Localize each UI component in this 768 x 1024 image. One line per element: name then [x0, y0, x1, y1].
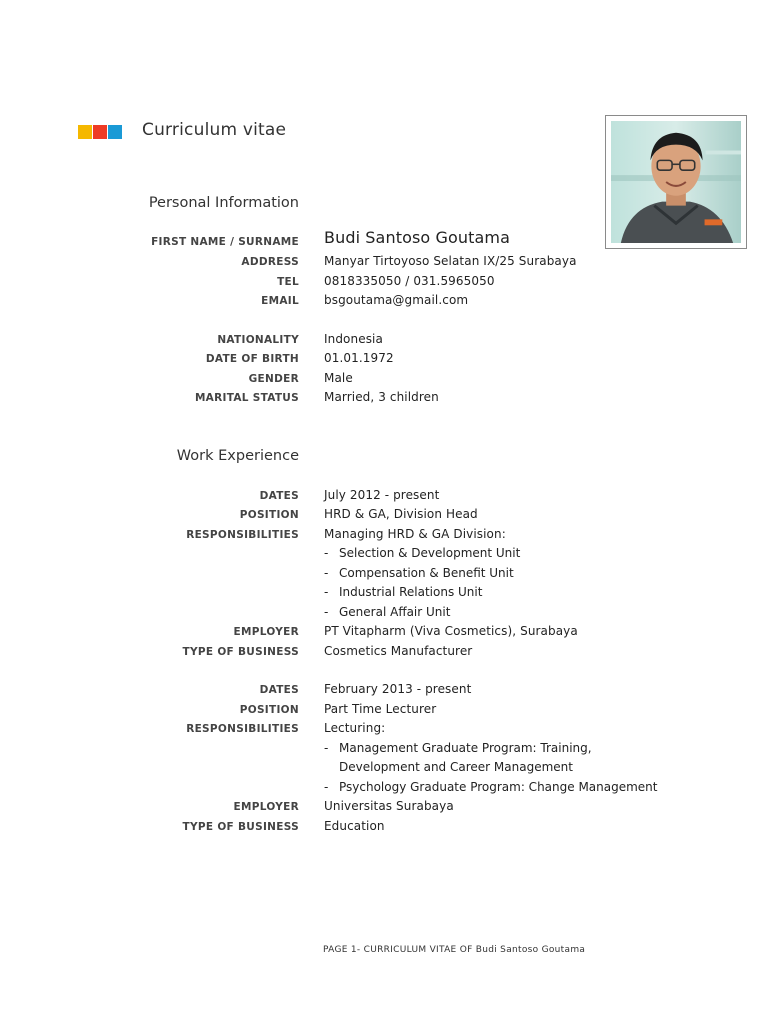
business-type-label: TYPE OF BUSINESS — [182, 646, 299, 658]
tel-value: 0818335050 / 031.5965050 — [324, 274, 495, 288]
job-1-responsibilities-row — [0, 525, 768, 545]
responsibility-item: General Affair Unit — [339, 605, 451, 619]
name-row — [0, 228, 768, 252]
name-label: FIRST NAME / SURNAME — [151, 236, 299, 248]
dates-label: DATES — [259, 490, 299, 502]
address-label: ADDRESS — [241, 256, 299, 268]
logo-square-blue — [108, 125, 122, 139]
page-footer: PAGE 1- CURRICULUM VITAE OF Budi Santoso Goutama — [323, 945, 586, 955]
marital-value: Married, 3 children — [324, 390, 439, 404]
tel-label: TEL — [277, 276, 299, 288]
job-business-type: Education — [324, 819, 385, 833]
address-row — [0, 252, 768, 272]
responsibility-item: Management Graduate Program: Training, — [339, 741, 592, 755]
job-1-dates-row — [0, 486, 768, 506]
employer-label: EMPLOYER — [233, 801, 299, 813]
profile-photo — [605, 115, 747, 249]
personal-information-heading: Personal Information — [148, 195, 299, 211]
nationality-row — [0, 330, 768, 350]
employer-label: EMPLOYER — [233, 626, 299, 638]
logo-square-red — [93, 125, 107, 139]
responsibility-item: Selection & Development Unit — [339, 546, 521, 560]
job-2-dates-row — [0, 680, 768, 700]
business-type-label: TYPE OF BUSINESS — [182, 821, 299, 833]
job-employer: PT Vitapharm (Viva Cosmetics), Surabaya — [324, 624, 578, 638]
email-label: EMAIL — [261, 295, 299, 307]
job-2-position-row — [0, 700, 768, 720]
job-1-business-row — [0, 642, 768, 662]
tel-row — [0, 272, 768, 292]
list-item — [0, 758, 768, 778]
responsibilities-label: RESPONSIBILITIES — [186, 723, 299, 735]
list-item: - General Affair Unit — [324, 605, 451, 619]
job-dates: February 2013 - present — [324, 682, 472, 696]
nationality-label: NATIONALITY — [217, 334, 299, 346]
job-1-employer-row — [0, 622, 768, 642]
responsibility-item: Industrial Relations Unit — [339, 585, 483, 599]
marital-label: MARITAL STATUS — [194, 392, 299, 404]
profile-photo-icon — [611, 121, 741, 243]
job-2-employer-row — [0, 797, 768, 817]
dates-label: DATES — [259, 684, 299, 696]
list-item: - Psychology Graduate Program: Change Management — [324, 780, 658, 794]
job-1-position-row — [0, 505, 768, 525]
gender-label: GENDER — [248, 373, 299, 385]
job-dates: July 2012 - present — [324, 488, 440, 502]
list-item: - Industrial Relations Unit — [324, 585, 483, 599]
list-item: - Selection & Development Unit — [324, 546, 521, 560]
responsibility-item: Development and Career Management — [339, 760, 573, 774]
job-2-business-row — [0, 817, 768, 837]
document-title: Curriculum vitae — [142, 120, 287, 140]
gender-row — [0, 369, 768, 389]
work-experience-heading: Work Experience — [176, 448, 299, 464]
dob-row — [0, 349, 768, 369]
responsibility-item: Psychology Graduate Program: Change Management — [339, 780, 658, 794]
email-value: bsgoutama@gmail.com — [324, 293, 469, 307]
job-2-responsibilities-row — [0, 719, 768, 739]
job-business-type: Cosmetics Manufacturer — [324, 644, 473, 658]
position-label: POSITION — [239, 704, 299, 716]
responsibilities-intro: Lecturing: — [324, 721, 386, 735]
list-item: - Management Graduate Program: Training, — [324, 741, 592, 755]
email-row — [0, 291, 768, 311]
logo-squares — [78, 125, 122, 139]
dob-label: DATE OF BIRTH — [205, 353, 299, 365]
job-employer: Universitas Surabaya — [324, 799, 454, 813]
logo-square-yellow — [78, 125, 92, 139]
position-label: POSITION — [239, 509, 299, 521]
job-position: HRD & GA, Division Head — [324, 507, 478, 521]
responsibility-item: Compensation & Benefit Unit — [339, 566, 514, 580]
responsibilities-intro: Managing HRD & GA Division: — [324, 527, 506, 541]
responsibilities-label: RESPONSIBILITIES — [186, 529, 299, 541]
gender-value: Male — [324, 371, 353, 385]
dob-value: 01.01.1972 — [324, 351, 394, 365]
nationality-value: Indonesia — [324, 332, 383, 346]
job-position: Part Time Lecturer — [324, 702, 437, 716]
address-value: Manyar Tirtoyoso Selatan IX/25 Surabaya — [324, 254, 577, 268]
marital-row — [0, 388, 768, 408]
full-name: Budi Santoso Goutama — [324, 228, 510, 247]
list-item: - Compensation & Benefit Unit — [324, 566, 514, 580]
